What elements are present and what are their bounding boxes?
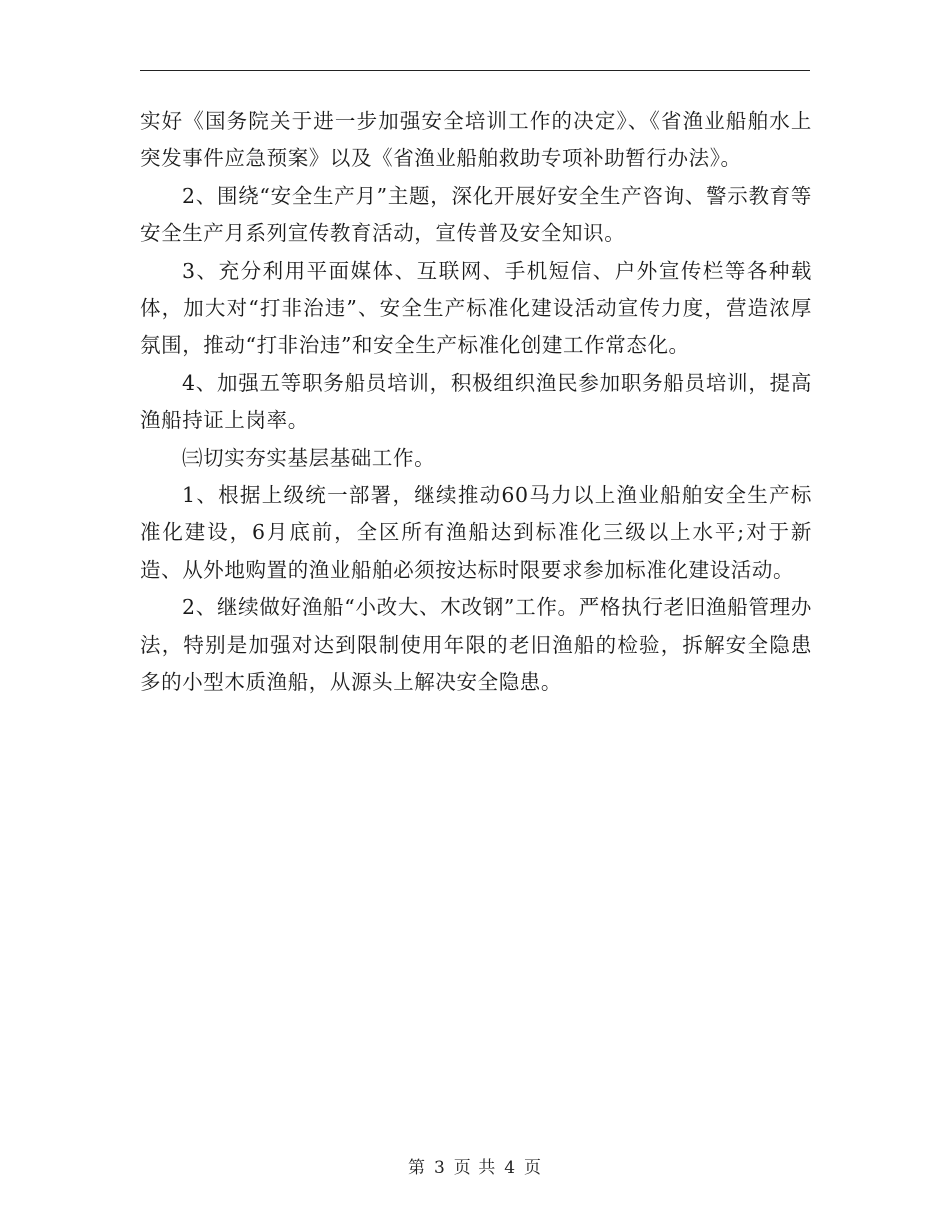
footer-prefix: 第 — [407, 1158, 426, 1178]
document-body — [140, 103, 812, 702]
paragraph-continuation: 实好《国务院关于进一步加强安全培训工作的决定》、《省渔业船舶水上突发事件应急预案》以及《省渔业船舶救助专项补助暂行办法》。 — [140, 109, 812, 171]
header-rule — [140, 70, 810, 71]
paragraph-item-4-crew-training: 4、加强五等职务船员培训，积极组织渔民参加职务船员培训，提高渔船持证上岗率。 — [140, 370, 812, 433]
page-footer — [0, 1153, 950, 1178]
section-heading-grassroots-work: ㈢切实夯实基层基础工作。 — [182, 445, 436, 470]
total-pages-number: 4 — [504, 1158, 517, 1178]
paragraph-item-2-vessel-upgrade: 2、继续做好渔船“小改大、木改钢”工作。严格执行老旧渔船管理办法，特别是加强对达到限制使用年限的老旧渔船的检验，拆解安全隐患多的小型木质渔船，从源头上解决安全隐患。 — [140, 595, 812, 695]
paragraph-item-2-safety-month: 2、围绕“安全生产月”主题，深化开展好安全生产咨询、警示教育等安全生产月系列宣传教育活动，宣传普及安全知识。 — [140, 183, 812, 246]
paragraph-item-3-media-publicity: 3、充分利用平面媒体、互联网、手机短信、户外宣传栏等各种载体，加大对“打非治违”、安全生产标准化建设活动宣传力度，营造浓厚氛围，推动“打非治违”和安全生产标准化创建工作常态化。 — [140, 258, 812, 358]
current-page-number: 3 — [433, 1158, 446, 1178]
footer-suffix: 页 — [524, 1158, 543, 1178]
footer-mid: 页 共 — [453, 1158, 497, 1178]
paragraph-item-1-standardization: 1、根据上级统一部署，继续推动60马力以上渔业船舶安全生产标准化建设，6月底前，全区所有渔船达到标准化三级以上水平;对于新造、从外地购置的渔业船舶必须按达标时限要求参加标准化建设活动。 — [140, 483, 812, 582]
